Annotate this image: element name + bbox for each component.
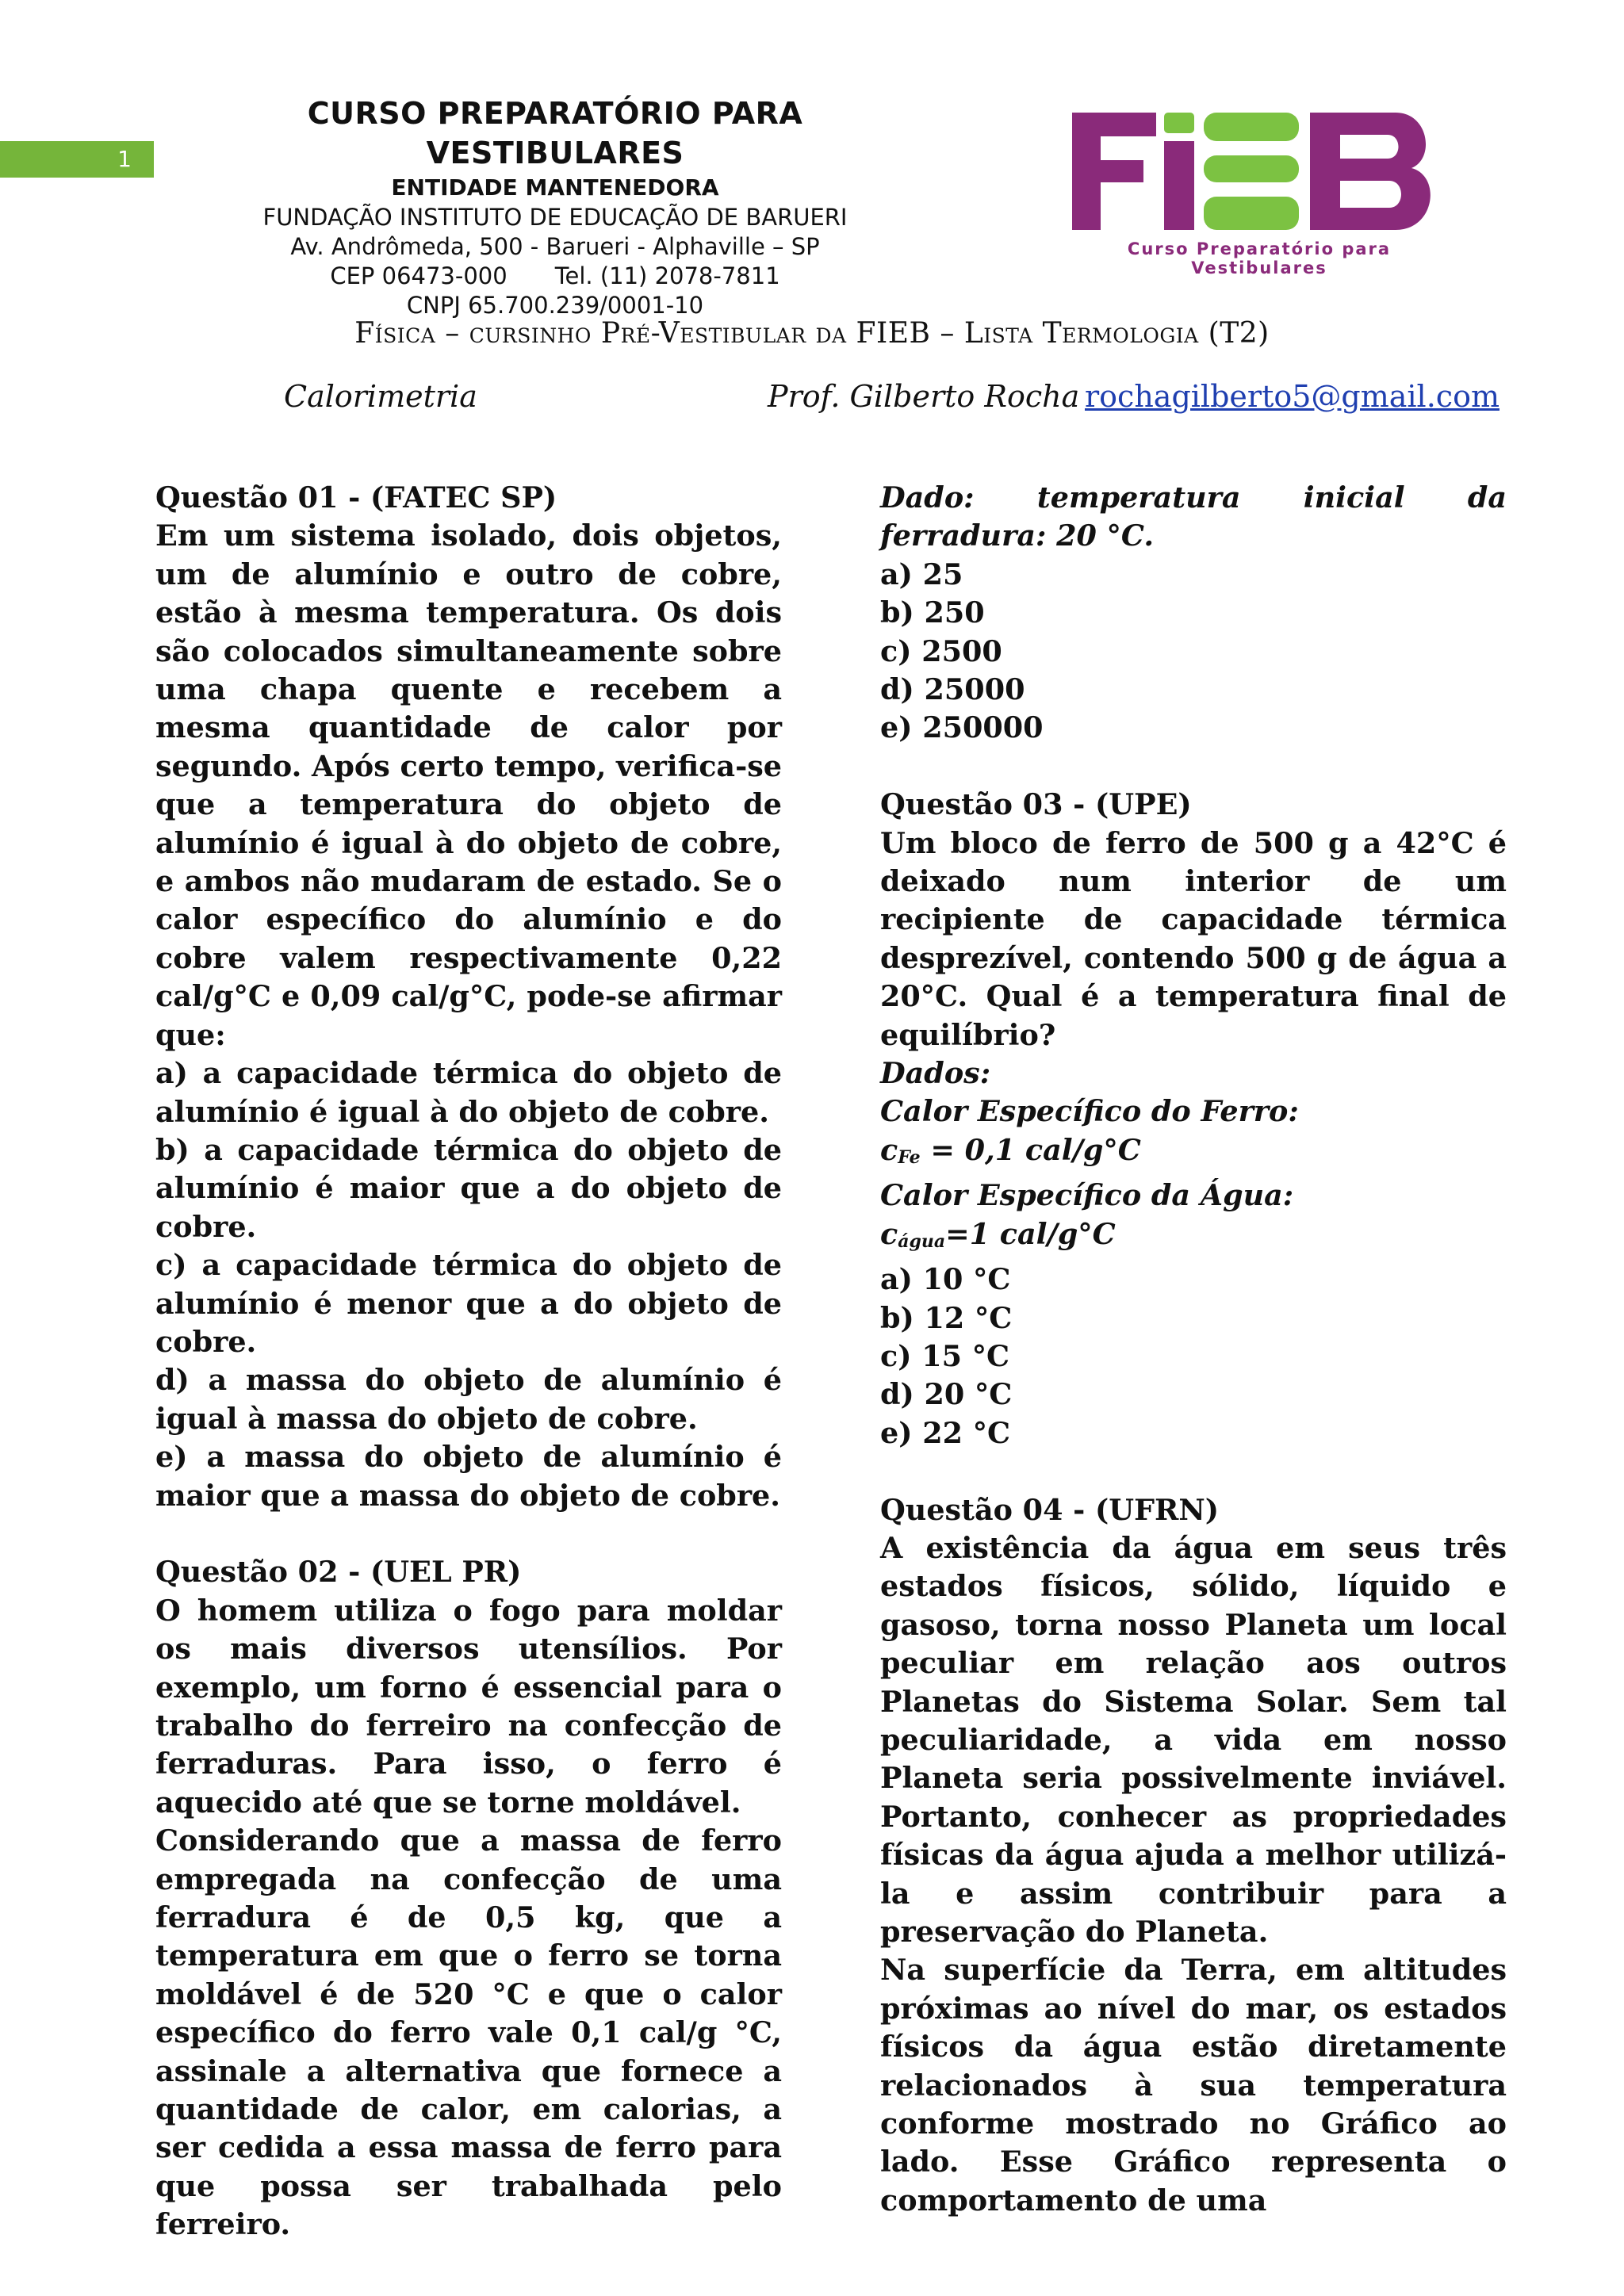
question-heading: Questão 02 - (UEL PR) bbox=[155, 1555, 522, 1590]
option: b) a capacidade térmica do objeto de alumínio é maior que a do objeto de cobre. bbox=[155, 1132, 782, 1244]
entity-label: ENTIDADE MANTENEDORA bbox=[391, 174, 719, 201]
water-value: $c_{água}=1$ cal/g°C bbox=[880, 1216, 1116, 1252]
professor: Prof. Gilberto Rocha bbox=[768, 379, 1080, 414]
option: c) a capacidade térmica do objeto de alumínio é menor que a do objeto de cobre. bbox=[155, 1248, 782, 1359]
iron-value: $c_{Fe} = 0,1$ cal/g°C bbox=[880, 1132, 1141, 1168]
page-number: 1 bbox=[0, 141, 154, 178]
question-heading: Questão 01 - (FATEC SP) bbox=[155, 480, 557, 515]
topic: Calorimetria bbox=[284, 379, 477, 414]
cnpj: CNPJ 65.700.239/0001-10 bbox=[406, 292, 704, 319]
question-body: Um bloco de ferro de 500 g a 42°C é deixado num interior de um recipiente de capacidade térmica desprezível, contendo 500 g de água a 20°C. Qual é a temperatura final de equilíbrio? bbox=[880, 825, 1507, 1052]
contact-line bbox=[198, 262, 912, 291]
question-body: A existência da água em seus três estados físicos, sólido, líquido e gasoso, torna nosso Planeta um local peculiar em relação aos outros Planetas do Sistema Solar. Sem tal peculiaridade, a vida em nosso Planeta seria possivelmente inviável. Portanto, conhecer as propriedades físicas da água ajuda a melhor utilizá-la e assim contribuir para a preservação do Planeta. bbox=[880, 1530, 1507, 1949]
question-body: Na superfície da Terra, em altitudes próximas ao nível do mar, os estados físicos da água estão diretamente relacionados à sua temperatura conforme mostrado no Gráfico ao lado. Esse Gráfico representa o comportamento de uma bbox=[880, 1953, 1507, 2218]
option: e) 22 °C bbox=[880, 1415, 1011, 1450]
institution-header bbox=[198, 94, 912, 320]
option: a) a capacidade térmica do objeto de alumínio é igual à do objeto de cobre. bbox=[155, 1056, 782, 1129]
left-column bbox=[155, 479, 782, 2244]
option: d) a massa do objeto de alumínio é igual à massa do objeto de cobre. bbox=[155, 1363, 782, 1436]
foundation-name: FUNDAÇÃO INSTITUTO DE EDUCAÇÃO DE BARUERI bbox=[262, 204, 848, 231]
address: Av. Andrômeda, 500 - Barueri - Alphaville – SP bbox=[290, 233, 820, 260]
option: a) 25 bbox=[880, 557, 963, 591]
given-data: Dado: temperatura inicial da ferradura: 20 °C. bbox=[880, 480, 1507, 553]
option: d) 20 °C bbox=[880, 1377, 1013, 1412]
iron-label: Calor Específico do Ferro: bbox=[880, 1094, 1299, 1129]
question-body: Em um sistema isolado, dois objetos, um de alumínio e outro de cobre, estão à mesma temperatura. Os dois são colocados simultaneamente sobre uma chapa quente e recebem a mesma quantidade de calor por segundo. Após certo tempo, verifica-se que a temperatura do objeto de alumínio é igual à do objeto de cobre, e ambos não mudaram de estado. Se o calor específico do alumínio e do cobre valem respectivamente 0,22 cal/g°C e 0,09 cal/g°C, pode-se afirmar que: bbox=[155, 519, 782, 1052]
question-body: O homem utiliza o fogo para moldar os mais diversos utensílios. Por exemplo, um forno é essencial para o trabalho do ferreiro na confecção de ferraduras. Para isso, o ferro é aquecido até que se torne moldável. bbox=[155, 1593, 782, 1820]
option: c) 2500 bbox=[880, 633, 1002, 668]
option: b) 250 bbox=[880, 595, 985, 630]
option: d) 25000 bbox=[880, 672, 1025, 707]
question-heading: Questão 04 - (UFRN) bbox=[880, 1492, 1220, 1527]
option: e) a massa do objeto de alumínio é maior que a massa do objeto de cobre. bbox=[155, 1440, 782, 1513]
question-body: Considerando que a massa de ferro empregada na confecção de uma ferradura é de 0,5 kg, que a temperatura em que o ferro se torna moldável é de 520 °C e que o calor específico do ferro vale 0,1 cal/g °C, assinale a alternativa que fornece a quantidade de calor, em calorias, a ser cedida a essa massa de ferro para que possa ser trabalhada pelo ferreiro. bbox=[155, 1823, 782, 2242]
cep: CEP 06473-000 bbox=[330, 262, 508, 289]
option: c) 15 °C bbox=[880, 1338, 1010, 1373]
option: e) 250000 bbox=[880, 710, 1044, 745]
option: a) 10 °C bbox=[880, 1262, 1011, 1297]
document-title: Física – cursinho Pré-Vestibular da FIEB – Lista Termologia (T2) bbox=[354, 317, 1270, 350]
email-link[interactable]: rochagilberto5@gmail.com bbox=[1085, 379, 1500, 414]
phone: Tel. (11) 2078-7811 bbox=[554, 262, 780, 289]
right-column bbox=[880, 479, 1507, 2220]
data-label: Dados: bbox=[880, 1056, 991, 1091]
option: b) 12 °C bbox=[880, 1300, 1013, 1335]
logo-caption: Curso Preparatório para Vestibulares bbox=[1127, 239, 1392, 277]
water-label: Calor Específico da Água: bbox=[880, 1178, 1294, 1213]
course-title: CURSO PREPARATÓRIO PARA VESTIBULARES bbox=[307, 96, 803, 170]
question-heading: Questão 03 - (UPE) bbox=[880, 787, 1192, 822]
